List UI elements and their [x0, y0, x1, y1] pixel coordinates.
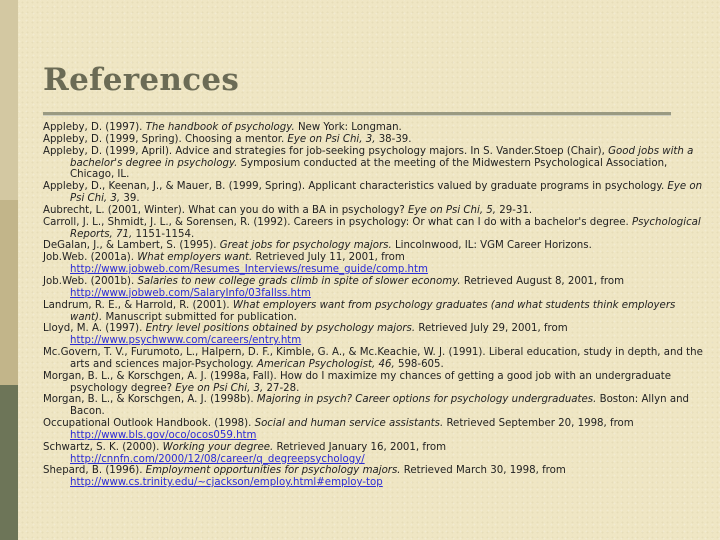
reference-text: Retrieved July 11, 2001, from [252, 252, 405, 264]
reference-text: Job.Web. (2001a). [43, 252, 138, 264]
reference-text: Schwartz, S. K. (2000). [43, 441, 163, 453]
reference-title: The handbook of psychology. [145, 122, 295, 133]
reference-text: Lincolnwood, IL: VGM Career Horizons. [391, 240, 592, 252]
reference-title: Working your degree. [162, 441, 274, 453]
reference-text: Landrum, R. E., & Harrold, R. (2001). [43, 299, 233, 311]
reference-text: Shepard, B. (1996). [43, 465, 146, 477]
accent-bar-middle [0, 200, 18, 385]
left-accent-bar [0, 0, 18, 540]
reference-title: What employers want from psychology graduates (and what students think employers want). [70, 299, 676, 323]
reference-entry [43, 252, 703, 276]
reference-text: Retrieved August 8, 2001, from [460, 275, 625, 287]
accent-bar-bottom [0, 385, 18, 540]
reference-title: Great jobs for psychology majors. [219, 240, 392, 252]
reference-text: Retrieved January 16, 2001, from [273, 441, 447, 453]
reference-text: Retrieved July 29, 2001, from [415, 323, 568, 335]
reference-list [43, 122, 703, 489]
reference-entry [43, 442, 703, 466]
reference-link[interactable]: http://www.jobweb.com/SalaryInfo/03fallss.htm [70, 287, 311, 299]
reference-title: Eye on Psi Chi, 3, [287, 133, 376, 145]
reference-text: 39. [120, 193, 140, 205]
reference-title: Psychological Reports, 71, [70, 216, 701, 240]
reference-entry [43, 240, 703, 252]
reference-title: Good jobs with a bachelor's degree in psychology. [70, 145, 694, 169]
reference-text: Manuscript submitted for publication. [102, 311, 297, 323]
reference-link[interactable]: http://www.psychwww.com/careers/entry.htm [70, 335, 302, 347]
reference-text: Retrieved September 20, 1998, from [443, 418, 634, 430]
reference-title: Eye on Psi Chi, 3, [70, 181, 703, 205]
reference-title: Salaries to new college grads climb in spite of slower economy. [137, 275, 461, 287]
accent-bar-top [0, 0, 18, 200]
slide-title: References [43, 62, 240, 98]
reference-entry [43, 300, 703, 324]
reference-title: Social and human service assistants. [254, 418, 444, 430]
reference-entry [43, 134, 703, 146]
reference-entry [43, 205, 703, 217]
reference-title: American Psychologist, 46, [256, 358, 395, 370]
reference-text: Morgan, B. L., & Korschgen, A. J. (1998b). [43, 394, 257, 406]
reference-title: Employment opportunities for psychology majors. [145, 465, 401, 477]
reference-entry [43, 323, 703, 347]
reference-text: Carroll, J. L., Shmidt, J. L., & Sorensen, R. (1992). Careers in psychology: Or what can I do with a bachelor's degree. [43, 216, 632, 228]
reference-entry [43, 371, 703, 395]
reference-text: Boston: Allyn and Bacon. [70, 394, 689, 418]
reference-text: Lloyd, M. A. (1997). [43, 323, 146, 335]
reference-text: Morgan, B. L., & Korschgen, A. J. (1998a, Fall). How do I maximize my chances of getting a good job with an undergraduate psychology degree? [43, 370, 672, 394]
reference-text: 29-31. [496, 204, 533, 216]
title-divider [43, 112, 671, 116]
reference-entry [43, 122, 703, 134]
reference-title: What employers want. [137, 252, 253, 264]
reference-text: Appleby, D. (1999, Spring). Choosing a mentor. [43, 133, 288, 145]
reference-title: Eye on Psi Chi, 3, [175, 382, 264, 394]
reference-text: Job.Web. (2001b). [43, 275, 138, 287]
reference-text: Appleby, D., Keenan, J., & Mauer, B. (1999, Spring). Applicant characteristics valued by graduate programs in psychology. [43, 181, 668, 193]
reference-title: Eye on Psi Chi, 5, [408, 204, 497, 216]
reference-entry [43, 465, 703, 489]
reference-text: Mc.Govern, T. V., Furumoto, L., Halpern, D. F., Kimble, G. A., & Mc.Keachie, W. J. (1991). Liberal education, study in depth, and the arts and sciences major-Psychology. [43, 347, 703, 370]
reference-text: DeGalan, J., & Lambert, S. (1995). [43, 240, 220, 252]
reference-text: 598-605. [394, 358, 444, 370]
reference-link[interactable]: http://www.bls.gov/oco/ocos059.htm [70, 429, 257, 441]
reference-entry [43, 276, 703, 300]
reference-entry [43, 347, 703, 371]
reference-entry [43, 181, 703, 205]
reference-text: 1151-1154. [132, 228, 195, 240]
reference-link[interactable]: http://www.cs.trinity.edu/~cjackson/employ.html#employ-top [70, 477, 383, 489]
reference-link[interactable]: http://www.jobweb.com/Resumes_Interviews/resume_guide/comp.htm [70, 264, 428, 276]
reference-text: Symposium conducted at the meeting of the Midwestern Psychological Association, Chicago, IL. [70, 157, 668, 181]
reference-entry [43, 418, 703, 442]
reference-text: Aubrecht, L. (2001, Winter). What can you do with a BA in psychology? [43, 204, 409, 216]
reference-text: Retrieved March 30, 1998, from [400, 465, 566, 477]
reference-link[interactable]: http://cnnfn.com/2000/12/08/career/q_degreepsychology/ [70, 453, 365, 465]
reference-text: 38-39. [375, 133, 412, 145]
reference-title: Entry level positions obtained by psychology majors. [145, 323, 416, 335]
reference-entry [43, 394, 703, 418]
reference-entry [43, 146, 703, 182]
reference-title: Majoring in psych? Career options for psychology undergraduates. [256, 394, 597, 406]
reference-text: New York: Longman. [294, 122, 402, 133]
reference-text: Occupational Outlook Handbook. (1998). [43, 418, 255, 430]
reference-text: Appleby, D. (1999, April). Advice and strategies for job-seeking psychology majors. In S. Vander.Stoep (Chair), [43, 145, 609, 157]
reference-text: Appleby, D. (1997). [43, 122, 146, 133]
reference-entry [43, 217, 703, 241]
reference-text: 27-28. [263, 382, 300, 394]
